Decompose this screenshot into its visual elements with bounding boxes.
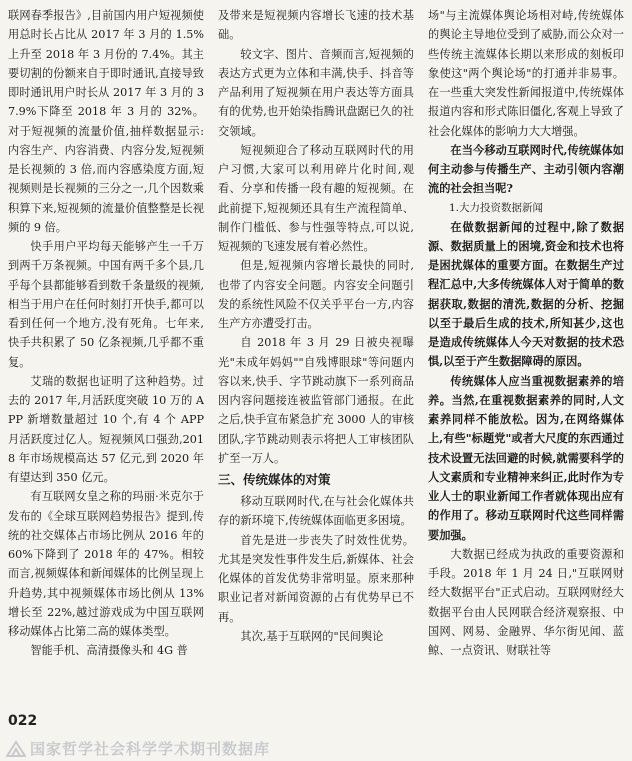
paragraph: 场"与主流媒体舆论场相对峙,传统媒体的舆论主导地位受到了威胁,而公众对一些传统主流媒体长期以来形成的刻板印象使这"两个舆论场"的打通并非易事。在一些重大突发性新闻报道中,传统媒体报道内容和形式陈旧僵化,客观上导致了社会化媒体的影响力大大增强。 (428, 9, 624, 138)
paragraph: 但是,短视频内容增长最快的同时,也带了内容安全问题。内容安全问题引发的系统性风险不仅关乎平台一方,内容生产方亦遭受打击。 (218, 259, 414, 330)
nssd-logo-icon (6, 740, 26, 758)
paragraph: 有互联网女皇之称的玛丽·米克尔于发布的《全球互联网趋势报告》提到,传统的社交媒体占市场比例从 2016 年的 60%下降到了 2018 年的 47%。相较而言,视频媒体和新闻媒体的比例呈现上升趋势,其中视频媒体市场比例从 13%增长至 22%,越过游戏成为中国互联网移动媒体占比第二高的媒体类型。 (8, 490, 204, 638)
paragraph: 在当今移动互联网时代,传统媒体如何主动参与传播生产、主动引领内容潮流的社会担当呢? (428, 142, 624, 196)
paragraph: 移动互联网时代,在与社会化媒体共存的新环境下,传统媒体面临更多困境。 (218, 495, 414, 528)
column-left (8, 6, 204, 661)
paragraph: 自 2018 年 3 月 29 日被央视曝光"未成年妈妈""自残博眼球"等问题内容以来,快手、字节跳动旗下一系列商品因内容问题接连被监管部门通报。在此之后,快手宣布紧急扩充 3000 人的审核团队,字节跳动则表示将把人工审核团队扩至一万人。 (218, 336, 414, 465)
paragraph: 智能手机、高清摄像头和 4G 普 (30, 644, 188, 658)
subsection-heading: 1.大力投资数据新闻 (449, 201, 544, 214)
page-number: 022 (8, 713, 38, 729)
paragraph: 及带来是短视频内容增长飞速的技术基础。 (218, 9, 414, 42)
paragraph: 大数据已经成为执政的重要资源和手段。2018 年 1 月 24 日,"互联网财经大数据平台"正式启动。互联网财经大数据平台由人民网联合经济观察报、中国网、网易、金融界、华尔街见闻、蓝鲸、一点资讯、财联社等 (428, 547, 624, 657)
paragraph: 在做数据新闻的过程中,除了数据源、数据质量上的困境,资金和技术也将是困扰媒体的重要方面。在数据生产过程汇总中,大多传统媒体人对于简单的数据获取,数据的清洗,数据的分析、挖掘以至于最后生成的技术,所知甚少,这也是造成传统媒体人今天对数据的技术恐惧,以至于产生数据障碍的原因。 (428, 219, 624, 369)
paragraph: 传统媒体人应当重视数据素养的培养。当然,在重视数据素养的同时,人文素养同样不能放松。因为,在网络媒体上,有些"标题党"或者大尺度的东西通过技术设置无法回避的时候,就需要科学的人文素质和专业精神来纠正,此时作为专业人士的职业新闻工作者就体现出应有的作用了。移动互联网时代这些同样需要加强。 (428, 373, 624, 542)
paragraph: 艾瑞的数据也证明了这种趋势。过去的 2017 年,月活跃度突破 10 万的 APP 新增数量超过 10 个,有 4 个 APP 月活跃度过亿人。短视频风口强劲,2018 年市场规模高达 57 亿元,到 2020 年有望达到 350 亿元。 (8, 374, 204, 484)
paragraph: 较文字、图片、音频而言,短视频的表达方式更为立体和丰满,快手、抖音等产品利用了短视频在用户表达等方面具有的优势,也开始染指腾讯盘踞已久的社交领域。 (218, 47, 414, 138)
watermark-text: 国家哲学社会科学学术期刊数据库 (30, 740, 271, 758)
paragraph: 短视频迎合了移动互联网时代的用户习惯,大家可以利用碎片化时间,观看、分享和传播一段有趣的短视频。在此前提下,短视频还具有生产流程简单、制作门槛低、参与性强等特点,可以说,短视频的飞速发展有着必然性。 (218, 143, 414, 253)
paragraph: 首先是进一步丧失了时效性优势。尤其是突发性事件发生后,新媒体、社会化媒体的首发优势非常明显。原来那种职业记者对新闻资源的占有优势早已不再。 (218, 533, 414, 624)
paragraph: 快手用户平均每天能够产生一千万到两千万条视频。中国有两千多个县,几乎每个县都能够看到数千条量级的视频,相当于用户在任何时刻打开快手,都可以看到任何一个地方,没有死角。七年来,快手共积累了 50 亿条视频,几乎都不重复。 (8, 240, 204, 369)
column-middle (218, 6, 414, 646)
watermark (6, 738, 270, 759)
column-right (428, 6, 624, 660)
paragraph: 其次,基于互联网的"民间舆论 (240, 629, 384, 643)
section-heading: 三、传统媒体的对策 (218, 472, 331, 487)
paragraph: 联网春季报告》,目前国内用户短视频使用总时长占比从 2017 年 3 月的 1.5%上升至 2018 年 3 月份的 7.4%。其主要切割的份额来自于即时通讯,直接导致即时通讯用户时长从 2017 年 3 月的 37.9%下降至 2018 年 3 月的 32%。对于短视频的流量价值,抽样数据显示:内容生产、内容消费、内容分发,短视频是长视频的 3 倍,而内容感染度方面,短视频则是长视频的三分之一,几个因数乘积算下来,短视频的流量价值整整是长视频的 9 倍。 (8, 9, 204, 234)
